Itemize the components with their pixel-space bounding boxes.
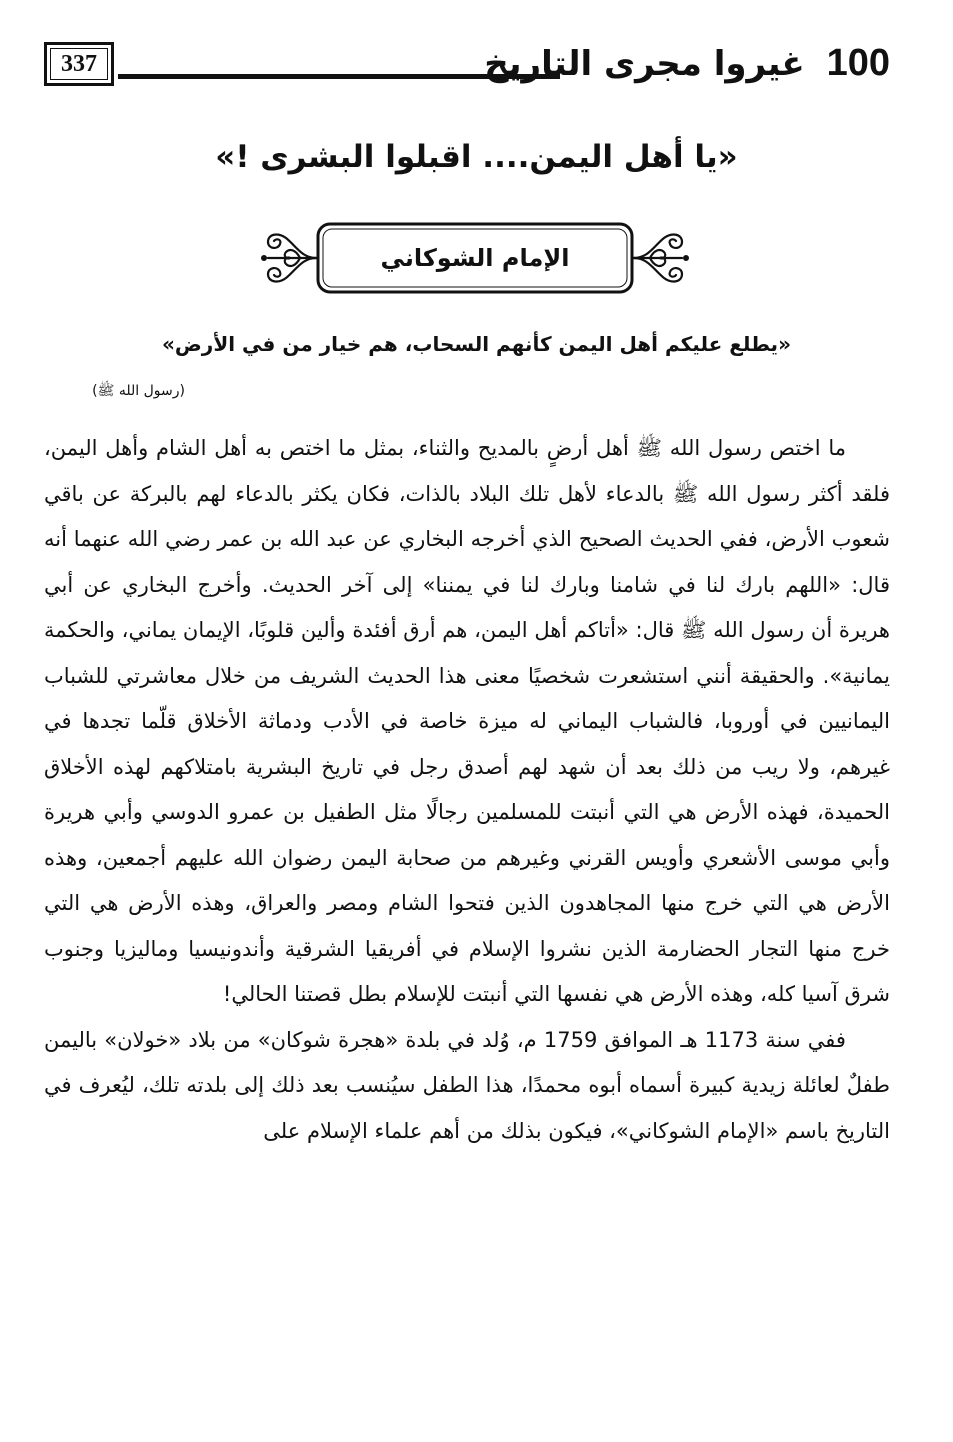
book-title-text: غيروا مجرى التاريخ xyxy=(484,44,805,84)
running-header xyxy=(44,38,890,92)
epigraph-attribution: (رسول الله ﷺ) xyxy=(92,383,185,399)
page-number-box xyxy=(44,42,114,86)
body-text xyxy=(44,426,890,1154)
chapter-title: الإمام الشوكاني xyxy=(380,244,570,272)
body-paragraph-2: ففي سنة 1173 هـ الموافق 1759 م، وُلد في بلدة «هجرة شوكان» من بلاد «خولان» باليمن طفلٌ لعائلة زيدية كبيرة أسماه أبوه محمدًا، هذا الطفل سيُنسب بعد ذلك إلى بلدته تلك، ليُعرف في التاريخ باسم «الإمام الشوكاني»، فيكون بذلك من أهم علماء الإسلام على xyxy=(44,1027,890,1143)
book-number: 100 xyxy=(826,42,890,84)
book-title xyxy=(484,38,890,89)
chapter-title-frame xyxy=(260,218,690,298)
chapter-slogan: «يا أهل اليمن.... اقبلوا البشرى !» xyxy=(215,139,738,175)
body-paragraph-1: ما اختص رسول الله ﷺ أهل أرضٍ بالمديح والثناء، بمثل ما اختص به أهل الشام وأهل اليمن، فلقد أكثر رسول الله ﷺ بالدعاء لأهل تلك البلاد بالذات، فكان يكثر بالدعاء لهم بالبركة عن باقي شعوب الأرض، ففي الحديث الصحيح الذي أخرجه البخاري عن عبد الله بن عمر رضي الله عنهما أنه قال: «اللهم بارك لنا في شامنا وبارك لنا في يمننا» إلى آخر الحديث. وأخرج البخاري عن أبي هريرة أن رسول الله ﷺ قال: «أتاكم أهل اليمن، هم أرق أفئدة وألين قلوبًا، الإيمان يماني، والحكمة يمانية». والحقيقة أنني استشعرت شخصيًا معنى هذا الحديث الشريف من خلال معاشرتي للشباب اليمانيين في أوروبا، فالشباب اليماني له ميزة خاصة في الأدب ودماثة الأخلاق قلّما تجدها في غيرهم، ولا ريب من ذلك بعد أن شهد لهم أصدق رجل في تاريخ البشرية بامتلاكهم لهذه الأخلاق الحميدة، فهذه الأرض هي التي أنبتت للمسلمين رجالًا مثل الطفيل بن عمرو الدوسي وأبي هريرة وأبي موسى الأشعري وأويس القرني وغيرهم من صحابة اليمن رضوان الله عليهم أجمعين، وهذه الأرض هي التي خرج منها المجاهدون الذين فتحوا الشام ومصر والعراق، وهذه الأرض هي التي خرج منها التجار الحضارمة الذين نشروا الإسلام في أفريقيا الشرقية وأندونيسيا وماليزيا وجنوب شرق آسيا كله، وهذه الأرض هي نفسها التي أنبتت للإسلام بطل قصتنا الحالي! xyxy=(44,436,890,1006)
header-rule xyxy=(118,74,560,79)
epigraph-quote: «يطلع عليكم أهل اليمن كأنهم السحاب، هم خيار من في الأرض» xyxy=(161,332,791,356)
page-number: 337 xyxy=(61,50,97,77)
